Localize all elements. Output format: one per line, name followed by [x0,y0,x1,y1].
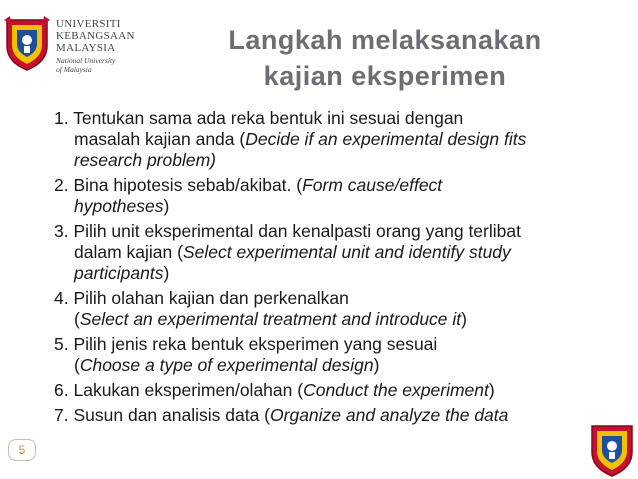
item-translation: Decide if an experimental design fits [245,129,527,149]
item-translation: research problem) [74,150,216,170]
logo-line-2: KEBANGSAAN [56,30,135,42]
list-item [54,108,626,171]
logo-line-3: MALAYSIA [56,42,116,54]
item-text: ) [373,355,380,375]
item-text: ) [488,380,495,400]
item-text: masalah kajian anda ( [74,129,246,149]
list-item [54,405,626,426]
page-number: 5 [8,439,36,461]
item-text: ) [163,263,170,283]
list-item [54,175,626,217]
list-item [54,288,626,330]
item-translation: Conduct the experiment [303,380,489,400]
title-line-1: Langkah melaksanakan [228,25,542,55]
item-translation: Organize and analyze the data [270,405,509,425]
item-number: 1. [54,108,69,128]
list-item [54,221,626,284]
item-number: 5. [54,334,69,354]
item-text: ) [461,309,467,329]
list-item [54,380,626,401]
logo-line-5: of Malaysia [56,65,92,74]
slide-title [170,22,600,94]
item-text: dalam kajian ( [74,242,183,262]
item-translation: Choose a type of experimental design [79,355,374,375]
item-translation: Select an experimental treatment and introduce it [79,309,462,329]
steps-list [54,108,626,430]
university-logo [4,12,164,104]
item-translation: Form cause/effect [302,175,443,195]
item-number: 6. [54,380,69,400]
logo-line-4: National University [56,56,116,65]
item-translation: hypotheses [74,196,164,216]
title-line-2: kajian eksperimen [263,61,507,91]
item-text: Lakukan eksperimen/olahan ( [73,380,304,400]
item-text: Pilih jenis reka bentuk eksperimen yang sesuai [73,334,438,354]
item-text: Pilih olahan kajian dan perkenalkan [73,288,349,308]
item-text: ) [163,196,170,216]
university-name [56,18,135,74]
crest-icon [4,16,50,72]
item-number: 2. [54,175,69,195]
crest-icon [586,420,638,479]
list-item [54,334,626,376]
item-number: 4. [54,288,69,308]
logo-line-1: UNIVERSITI [56,18,121,30]
item-translation: participants [74,263,164,283]
item-text: Bina hipotesis sebab/akibat. ( [73,175,303,195]
item-number: 7. [54,405,69,425]
item-text: ( [74,309,80,329]
item-translation: Select experimental unit and identify study [182,242,511,262]
item-text: Pilih unit eksperimental dan kenalpasti orang yang terlibat [73,221,521,241]
item-text: Tentukan sama ada reka bentuk ini sesuai dengan [73,108,464,128]
item-text: Susun dan analisis data ( [73,405,271,425]
item-number: 3. [54,221,69,241]
item-text: ( [74,355,80,375]
